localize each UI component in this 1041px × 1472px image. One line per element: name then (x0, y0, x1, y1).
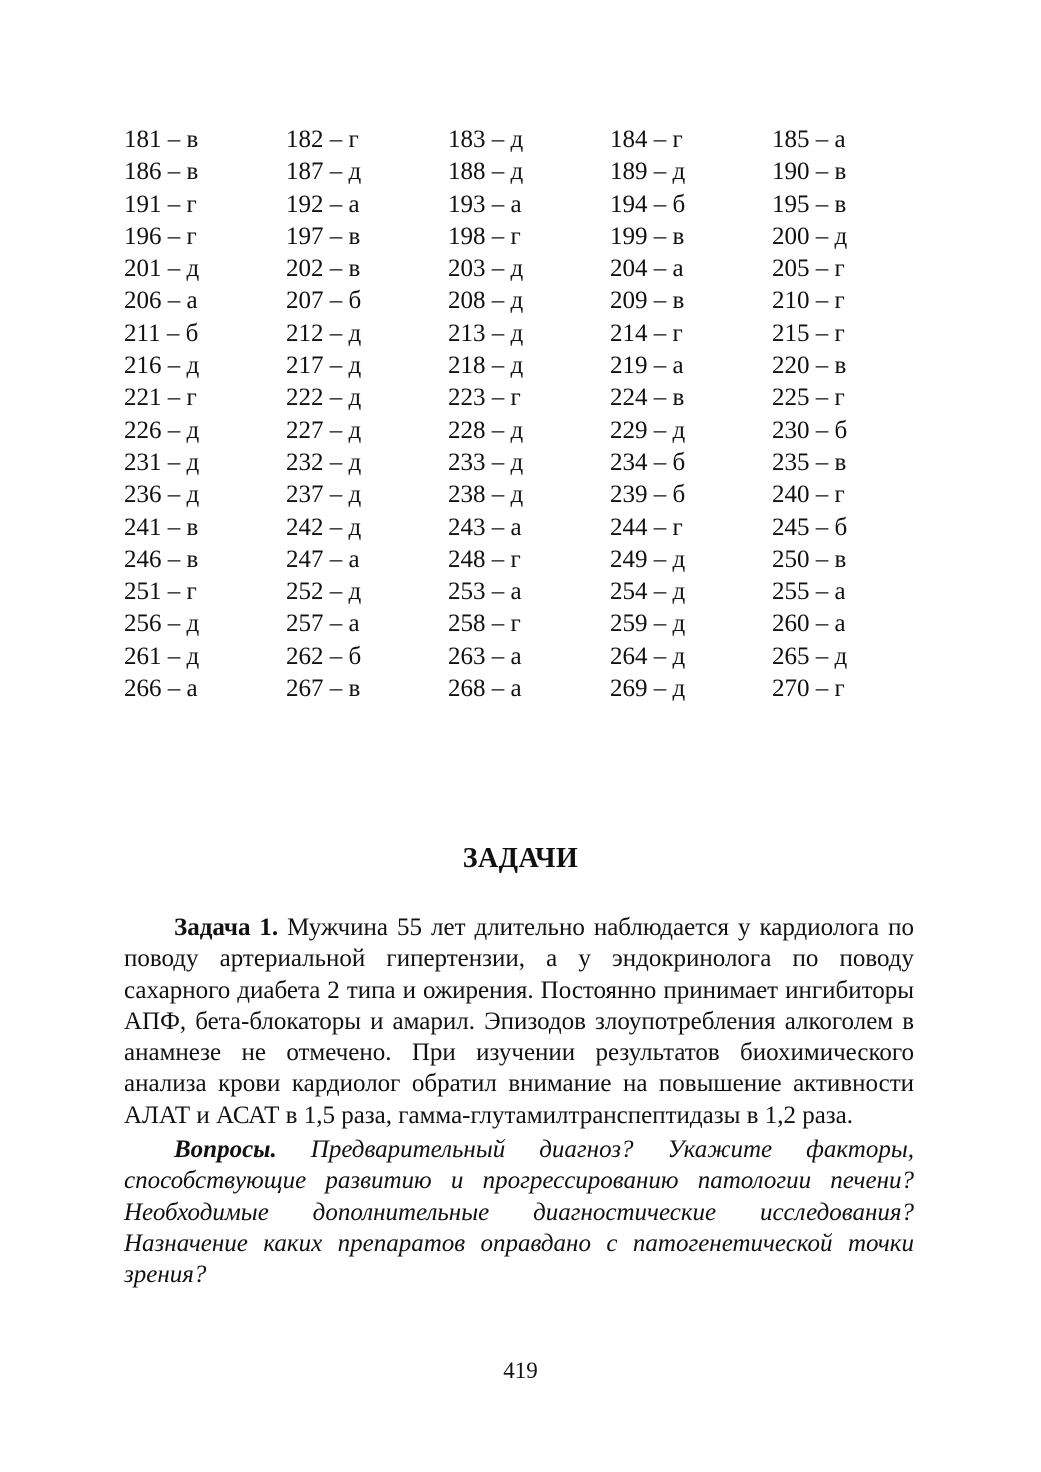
answer-item: 218 – д (448, 352, 524, 380)
answer-item: 248 – г (448, 545, 521, 573)
answer-item: 193 – а (448, 190, 522, 218)
answer-item: 199 – в (610, 222, 685, 250)
answer-item: 200 – д (772, 222, 848, 250)
answer-item: 270 – г (772, 675, 845, 703)
answer-item: 264 – д (610, 642, 686, 670)
task-1-text: Мужчина 55 лет длительно наблюдается у кардиолога по поводу артериальной гипертензии, а у эндокринолога по поводу сахарного диабета 2 типа и ожирения. Постоянно принимает ингибиторы АПФ, бета-блокаторы и амарил. Эпизодов злоупотребления алкоголем в анамнезе не отмечено. При изучении результатов биохимического анализа крови кардиолог обратил внимание на повышение активности АЛАТ и АСАТ в 1,5 раза, гамма-глутамилтранспептидазы в 1,2 раза. (124, 914, 914, 1129)
answer-item: 267 – в (286, 675, 361, 703)
answer-item: 197 – в (286, 222, 361, 250)
answer-item: 191 – г (124, 190, 197, 218)
answer-item: 213 – д (448, 319, 524, 347)
answer-item: 251 – г (124, 578, 197, 606)
answer-item: 205 – г (772, 255, 845, 283)
answer-item: 198 – г (448, 222, 521, 250)
answer-item: 240 – г (772, 481, 845, 509)
answer-item: 246 – в (124, 545, 199, 573)
answer-item: 261 – д (124, 642, 200, 670)
answer-item: 238 – д (448, 481, 524, 509)
task-1-condition (124, 912, 914, 1131)
answer-item: 226 – д (124, 416, 200, 444)
answer-item: 265 – д (772, 642, 848, 670)
answer-item: 190 – в (772, 158, 847, 186)
answer-item: 201 – д (124, 255, 200, 283)
answer-item: 184 – г (610, 126, 683, 153)
answer-item: 221 – г (124, 384, 197, 412)
answer-item: 232 – д (286, 448, 362, 476)
questions-label: Вопросы. (174, 1136, 277, 1164)
answer-item: 263 – а (448, 642, 522, 670)
answer-item: 247 – а (286, 545, 360, 573)
answer-item: 192 – а (286, 190, 360, 218)
answer-item: 185 – а (772, 126, 846, 153)
answer-item: 236 – д (124, 481, 200, 509)
answer-item: 194 – б (610, 190, 686, 218)
answer-item: 241 – в (124, 513, 199, 541)
answer-item: 189 – д (610, 158, 686, 186)
task-1-label: Задача 1. (174, 914, 279, 941)
answer-item: 227 – д (286, 416, 362, 444)
answer-item: 253 – а (448, 578, 522, 606)
answer-item: 237 – д (286, 481, 362, 509)
questions-text: Предварительный диагноз? Укажите факторы, способствующие развитию и прогрессированию патологии печени? Необходимые дополнительные диагностические исследования? Назначение каких препаратов оправдано с патогенетической точки зрения? (124, 1136, 914, 1289)
answer-item: 262 – б (286, 642, 362, 670)
answer-item: 231 – д (124, 448, 200, 476)
answer-item: 254 – д (610, 578, 686, 606)
answer-item: 224 – в (610, 384, 685, 412)
answer-item: 217 – д (286, 352, 362, 380)
answer-item: 222 – д (286, 384, 362, 412)
answer-item: 250 – в (772, 545, 847, 573)
answer-key-grid (124, 124, 904, 705)
answer-item: 211 – б (124, 319, 199, 347)
answer-item: 183 – д (448, 126, 524, 153)
answer-item: 223 – г (448, 384, 521, 412)
answer-item: 230 – б (772, 416, 848, 444)
answer-item: 204 – а (610, 255, 684, 283)
answer-item: 214 – г (610, 319, 683, 347)
answer-item: 181 – в (124, 126, 199, 153)
answer-item: 212 – д (286, 319, 362, 347)
answer-item: 203 – д (448, 255, 524, 283)
answer-item: 242 – д (286, 513, 362, 541)
answer-item: 208 – д (448, 287, 524, 315)
answer-item: 244 – г (610, 513, 683, 541)
answer-item: 206 – а (124, 287, 198, 315)
answer-item: 187 – д (286, 158, 362, 186)
answer-item: 196 – г (124, 222, 197, 250)
answer-item: 182 – г (286, 126, 359, 153)
answer-item: 186 – в (124, 158, 199, 186)
answer-item: 202 – в (286, 255, 361, 283)
answer-item: 209 – в (610, 287, 685, 315)
answer-item: 260 – а (772, 610, 846, 638)
answer-item: 266 – а (124, 675, 198, 703)
answer-item: 259 – д (610, 610, 686, 638)
answer-item: 239 – б (610, 481, 686, 509)
answer-item: 234 – б (610, 448, 686, 476)
answer-item: 268 – а (448, 675, 522, 703)
answer-item: 252 – д (286, 578, 362, 606)
answer-item: 220 – в (772, 352, 847, 380)
answer-item: 219 – а (610, 352, 684, 380)
task-1 (124, 912, 914, 1291)
answer-item: 235 – в (772, 448, 847, 476)
answer-item: 229 – д (610, 416, 686, 444)
answer-item: 258 – г (448, 610, 521, 638)
answer-item: 228 – д (448, 416, 524, 444)
answer-item: 257 – а (286, 610, 360, 638)
answer-item: 269 – д (610, 675, 686, 703)
answer-item: 245 – б (772, 513, 848, 541)
answer-item: 215 – г (772, 319, 845, 347)
answer-item: 243 – а (448, 513, 522, 541)
answer-item: 256 – д (124, 610, 200, 638)
answer-item: 249 – д (610, 545, 686, 573)
answer-item: 255 – а (772, 578, 846, 606)
answer-item: 210 – г (772, 287, 845, 315)
answer-item: 216 – д (124, 352, 200, 380)
answer-item: 233 – д (448, 448, 524, 476)
answer-item: 225 – г (772, 384, 845, 412)
answer-item: 188 – д (448, 158, 524, 186)
task-1-questions (124, 1134, 914, 1290)
answer-item: 207 – б (286, 287, 362, 315)
answer-item: 195 – в (772, 190, 847, 218)
page-number: 419 (503, 1358, 538, 1383)
section-title: ЗАДАЧИ (462, 843, 579, 874)
